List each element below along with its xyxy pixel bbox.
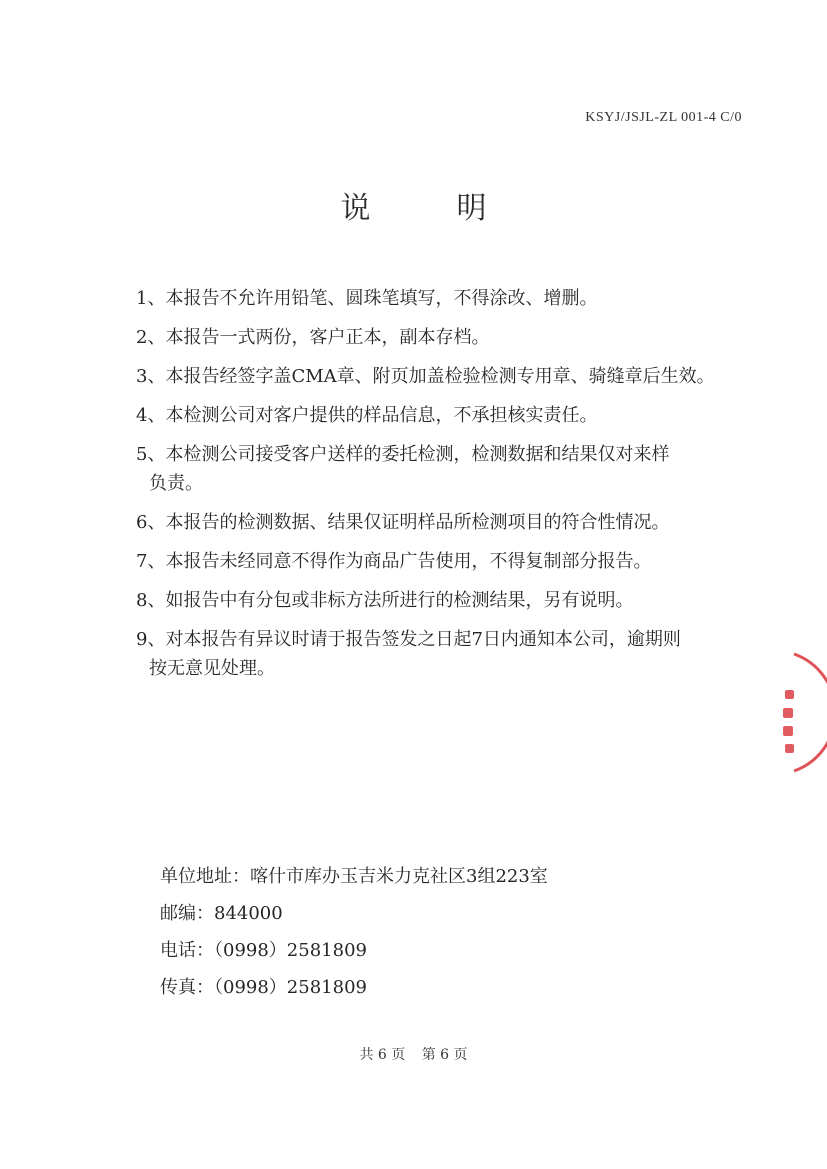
item-line: 6、本报告的检测数据、结果仅证明样品所检测项目的符合性情况。 — [136, 512, 670, 533]
item-line: 9、对本报告有异议时请于报告签发之日起7日内通知本公司，逾期则 — [136, 629, 681, 650]
total-pages: 共 6 页 — [359, 1047, 406, 1063]
document-code: KSYJ/JSJL-ZL 001-4 C/0 — [585, 110, 742, 125]
list-item — [136, 362, 776, 391]
item-line: 1、本报告不允许用铅笔、圆珠笔填写，不得涂改、增删。 — [136, 288, 598, 309]
item-line: 5、本检测公司接受客户送样的委托检测，检测数据和结果仅对来样 — [136, 444, 670, 465]
phone: 电话：（0998）2581809 — [160, 940, 367, 961]
list-item — [136, 547, 776, 576]
list-item — [136, 508, 776, 537]
item-line: 8、如报告中有分包或非标方法所进行的检测结果，另有说明。 — [136, 590, 634, 611]
title-char-2: 明 — [456, 191, 487, 226]
list-item — [136, 401, 776, 430]
list-item — [136, 284, 776, 313]
address: 单位地址：喀什市库办玉吉米力克社区3组223室 — [160, 866, 548, 887]
item-line: 3、本报告经签字盖CMA章、附页加盖检验检测专用章、骑缝章后生效。 — [136, 366, 715, 387]
item-line: 4、本检测公司对客户提供的样品信息，不承担核实责任。 — [136, 405, 598, 426]
contact-info — [160, 858, 548, 1006]
list-item — [136, 586, 776, 615]
red-seal-stamp — [780, 650, 827, 775]
item-line: 7、本报告未经同意不得作为商品广告使用，不得复制部分报告。 — [136, 551, 652, 572]
list-item — [136, 625, 776, 683]
notes-list — [136, 284, 776, 683]
page-footer — [0, 1044, 827, 1064]
current-page: 第 6 页 — [421, 1047, 468, 1063]
list-item — [136, 323, 776, 352]
item-line-continued: 按无意见处理。 — [149, 658, 275, 679]
seal-arc — [794, 654, 827, 771]
item-line-continued: 负责。 — [149, 473, 203, 494]
list-item — [136, 440, 776, 498]
fax: 传真：（0998）2581809 — [160, 977, 367, 998]
page-title — [0, 183, 827, 227]
postcode: 邮编：844000 — [160, 903, 283, 924]
title-char-1: 说 — [340, 191, 371, 226]
item-line: 2、本报告一式两份，客户正本，副本存档。 — [136, 327, 490, 348]
